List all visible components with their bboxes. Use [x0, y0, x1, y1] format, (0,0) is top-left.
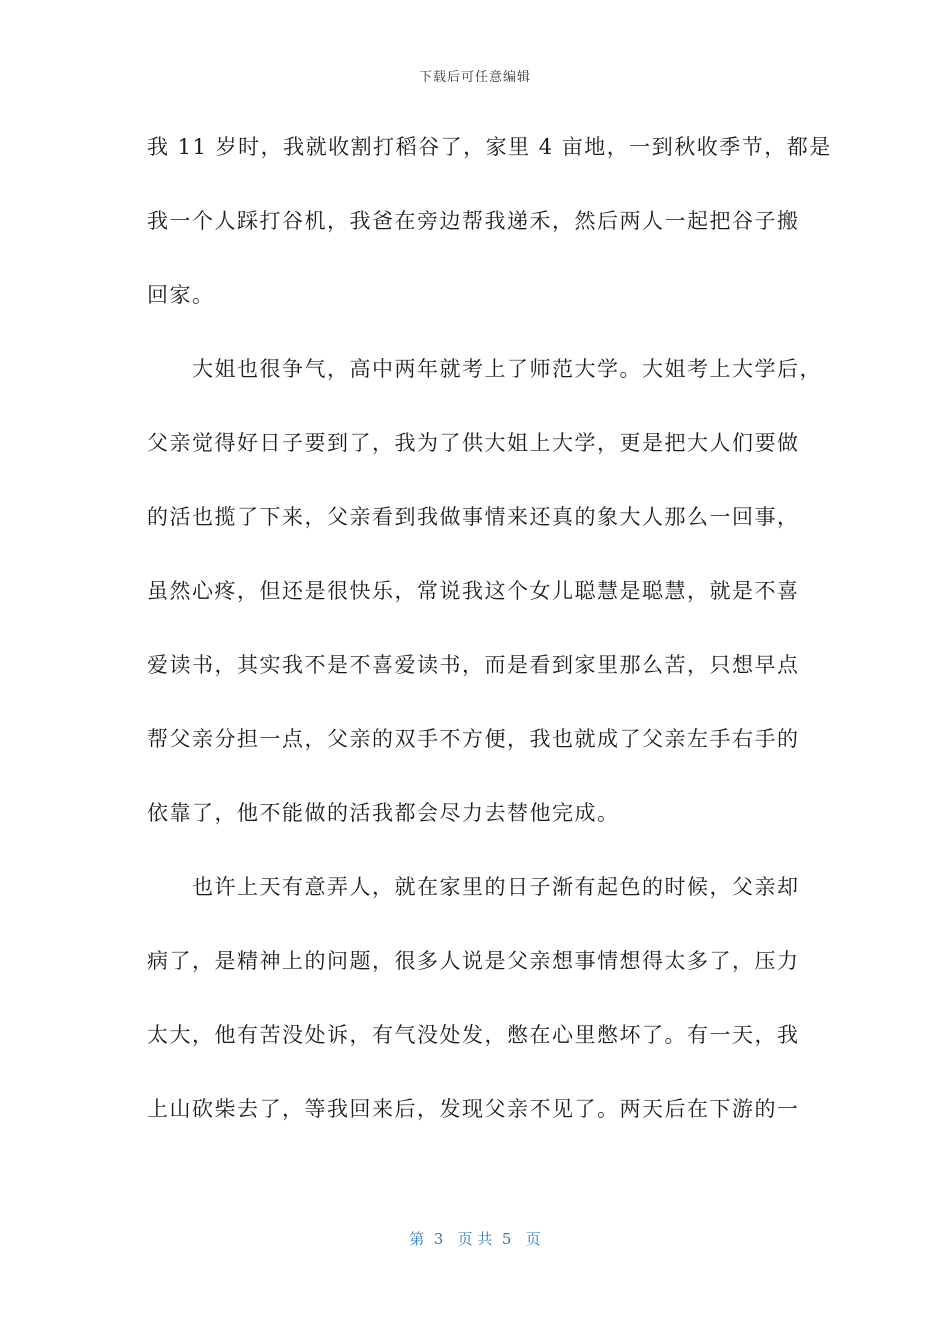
text-line: 我一个人踩打谷机，我爸在旁边帮我递禾，然后两人一起把谷子搬: [147, 209, 800, 233]
page-header: 下载后可任意编辑: [418, 70, 531, 85]
document-body: [147, 110, 832, 1146]
text-line: 爱读书，其实我不是不喜爱读书，而是看到家里那么苦，只想早点: [147, 653, 800, 677]
text-line: 上山砍柴去了，等我回来后，发现父亲不见了。两天后在下游的一: [147, 1097, 800, 1121]
text-line: 也许上天有意弄人，就在家里的日子渐有起色的时候，父亲却: [147, 875, 800, 899]
text-line: 病了，是精神上的问题，很多人说是父亲想事情想得太多了，压力: [147, 949, 800, 973]
page-footer: 第 3 页 共 5 页: [409, 1230, 541, 1248]
text-line: 我 11 岁时，我就收割打稻谷了，家里 4 亩地，一到秋收季节，都是: [147, 135, 832, 159]
text-line: 父亲觉得好日子要到了，我为了供大姐上大学，更是把大人们要做: [147, 431, 800, 455]
text-line: 太大，他有苦没处诉，有气没处发，憋在心里憋坏了。有一天，我: [147, 1023, 800, 1047]
text-line: 帮父亲分担一点，父亲的双手不方便，我也就成了父亲左手右手的: [147, 727, 800, 751]
text-line: 依靠了，他不能做的活我都会尽力去替他完成。: [147, 801, 620, 825]
text-line: 虽然心疼，但还是很快乐，常说我这个女儿聪慧是聪慧，就是不喜: [147, 579, 800, 603]
text-line: 回家。: [147, 283, 215, 307]
text-line: 的活也揽了下来，父亲看到我做事情来还真的象大人那么一回事，: [147, 505, 800, 529]
text-line: 大姐也很争气，高中两年就考上了师范大学。大姐考上大学后，: [147, 357, 822, 381]
